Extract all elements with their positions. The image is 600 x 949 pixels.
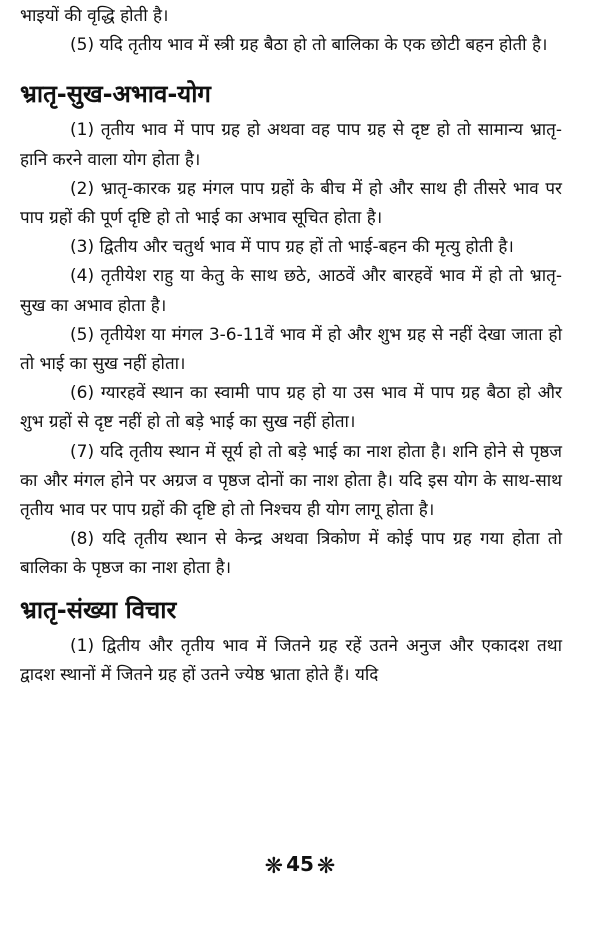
right-ornament-icon: ❋	[316, 854, 336, 879]
section2-item-1: (1) द्वितीय और तृतीय भाव में जितने ग्रह रहें उतने अनुज और एकादश तथा द्वादश स्थानों में जितने ग्रह हों उतने ज्येष्ठ भ्राता होते हैं। यदि	[20, 635, 562, 685]
page-number: 45	[286, 852, 314, 876]
page-footer	[0, 852, 600, 879]
intro-item: (5) यदि तृतीय भाव में स्त्री ग्रह बैठा हो तो बालिका के एक छोटी बहन होती है।	[70, 35, 548, 56]
section-heading-sibling-happiness-absence: भ्रातृ-सुख-अभाव-योग	[20, 80, 211, 109]
section1-item-2: (2) भ्रातृ-कारक ग्रह मंगल पाप ग्रहों के बीच में हो और साथ ही तीसरे भाव पर पाप ग्रहों की पूर्ण दृष्टि हो तो भाई का अभाव सूचित होता है।	[20, 178, 562, 229]
section1-item-4: (4) तृतीयेश राहु या केतु के साथ छठे, आठवें और बारहवें भाव में हो तो भ्रातृ-सुख का अभाव होता है।	[20, 266, 562, 316]
section1-item-5: (5) तृतीयेश या मंगल 3-6-11वें भाव में हो और शुभ ग्रह से नहीं देखा जाता हो तो भाई का सुख नहीं होता।	[20, 324, 562, 375]
section1-item-7: (7) यदि तृतीय स्थान में सूर्य हो तो बड़े भाई का नाश होता है। शनि होने से पृष्ठज का और मंगल होने पर अग्रज व पृष्ठज दोनों का नाश होता है। यदि इस योग के साथ-साथ तृतीय भाव पर पाप ग्रहों की दृष्टि हो तो निश्चय ही योग लागू होता है।	[20, 441, 562, 521]
section1-item-8: (8) यदि तृतीय स्थान से केन्द्र अथवा त्रिकोण में कोई पाप ग्रह गया होता तो बालिका के पृष्ठज का नाश होता है।	[20, 529, 562, 579]
section1-item-3: (3) द्वितीय और चतुर्थ भाव में पाप ग्रह हों तो भाई-बहन की मृत्यु होती है।	[70, 237, 514, 258]
section1-item-6: (6) ग्यारहवें स्थान का स्वामी पाप ग्रह हो या उस भाव में पाप ग्रह बैठा हो और शुभ ग्रहों से दृष्ट नहीं हो तो बड़े भाई का सुख नहीं होता।	[20, 383, 562, 433]
section1-item-1: (1) तृतीय भाव में पाप ग्रह हो अथवा वह पाप ग्रह से दृष्ट हो तो सामान्य भ्रातृ-हानि करने वाला योग होता है।	[20, 120, 562, 170]
intro-line: भाइयों की वृद्धि होती है।	[20, 6, 169, 26]
page-content	[20, 2, 562, 690]
left-ornament-icon: ❋	[264, 854, 284, 879]
section-heading-sibling-count: भ्रातृ-संख्या विचार	[20, 595, 177, 624]
